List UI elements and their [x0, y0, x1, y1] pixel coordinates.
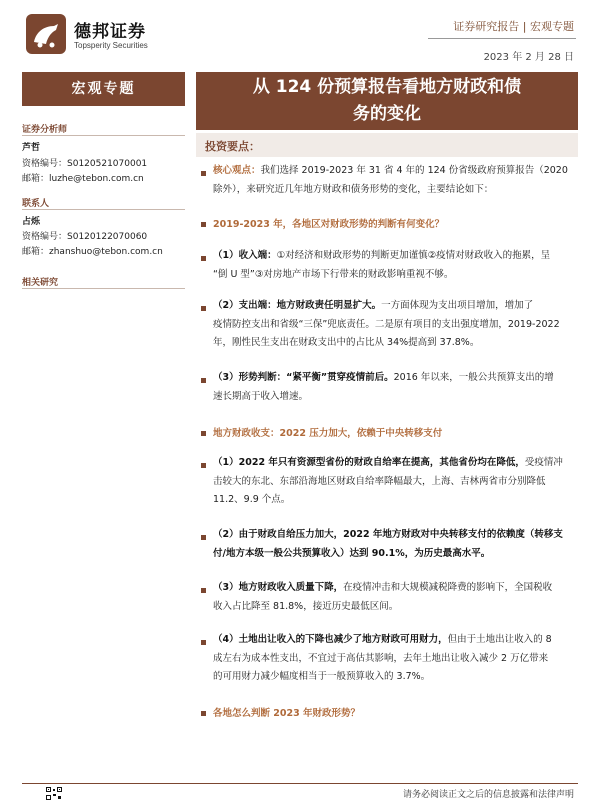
section-heading-2: 地方财政收支：2022 压力加大，依赖于中央转移支付	[213, 428, 443, 439]
category-banner: 宏观专题	[22, 72, 185, 106]
divider	[22, 209, 185, 210]
point-transfer-line-2: 付/地方本级一般公共预算收入）达到 90.1%，为历史最高水平。	[213, 547, 491, 559]
key-points-label: 投资要点：	[205, 140, 260, 153]
point-revenue-quality-lead: （3）地方财政收入质量下降，	[213, 582, 344, 593]
brand-name: 德邦证券	[74, 22, 146, 42]
point-land-revenue-lead: （4）土地出让收入的下降也减少了地方财政可用财力，	[213, 634, 448, 645]
core-text-2: 除外），来研究近几年地方财政和债务形势的变化，主要结论如下：	[213, 183, 494, 195]
bullet-icon	[201, 588, 206, 593]
point-situation-line-1: 2016 年以来，一般公共预算支出的增	[393, 372, 554, 383]
point-land-revenue-line-3: 的可用财力减少幅度相当于一般预算收入的 3.7%。	[213, 671, 431, 682]
title-line-1: 从 124 份预算报告看地方财政和债	[252, 77, 522, 97]
bullet-icon	[201, 222, 206, 227]
point-expenditure-line-2: 疫情防控支出和省级“三保”兜底责任。二是原有项目的支出强度增加，2019-2022	[213, 318, 560, 330]
point-self-sufficiency	[213, 454, 576, 510]
divider	[22, 135, 185, 136]
point-land-revenue-line-1: 但由于土地出让收入的 8	[447, 634, 552, 645]
title-line-2: 务的变化	[353, 104, 421, 124]
core-lead: 核心观点：	[213, 165, 261, 176]
point-self-sufficiency-line-2: 击较大的东北、东部沿海地区财政自给率降幅最大，上海、吉林两省市分别降低	[213, 475, 546, 487]
related-research-heading: 相关研究	[22, 278, 59, 288]
bullet-icon	[201, 378, 206, 383]
point-self-sufficiency-line-3: 11.2、9.9 个点。	[213, 494, 291, 505]
point-expenditure-lead: （2）支出端：地方财政责任明显扩大。	[213, 300, 382, 311]
contact-cert: 资格编号：S0120122070060	[22, 232, 148, 242]
contact-heading: 联系人	[22, 199, 50, 209]
contact-name: 占烁	[22, 217, 41, 227]
point-situation-line-2: 速长期高于收入增速。	[213, 390, 309, 402]
brand-english-name: Topsperity Securities	[74, 41, 148, 50]
point-income	[213, 247, 576, 284]
brand-logo-icon	[26, 14, 66, 54]
bullet-icon	[201, 711, 206, 716]
point-transfer-dependence	[213, 526, 576, 563]
report-type: 证券研究报告 | 宏观专题	[453, 20, 574, 33]
point-land-revenue	[213, 631, 576, 687]
report-title	[196, 74, 578, 128]
contact-email[interactable]: 邮箱：zhanshuo@tebon.com.cn	[22, 247, 163, 257]
footer-divider	[22, 783, 578, 784]
qr-code-icon	[46, 787, 62, 800]
bullet-icon	[201, 306, 206, 311]
point-land-revenue-line-2: 成左右为成本性支出，不宜过于高估其影响，去年土地出让收入减少 2 万亿带来	[213, 652, 549, 664]
point-revenue-quality	[213, 579, 576, 616]
point-expenditure-line-3: 年，刚性民生支出在财政支出中的占比从 34%提高到 37.8%。	[213, 337, 480, 348]
report-date: 2023 年 2 月 28 日	[483, 52, 574, 63]
analyst-email[interactable]: 邮箱：luzhe@tebon.com.cn	[22, 174, 144, 184]
point-self-sufficiency-line-1: 受疫情冲	[524, 457, 563, 468]
point-self-sufficiency-lead: （1）2022 年只有资源型省份的财政自给率在提高，其他省份均在降低，	[213, 457, 525, 468]
section-heading-3: 各地怎么判断 2023 年财政形势？	[213, 708, 361, 719]
core-view	[213, 162, 576, 199]
section-heading-1: 2019-2023 年，各地区对财政形势的判断有何变化？	[213, 219, 445, 230]
analyst-name: 芦哲	[22, 143, 41, 153]
analyst-heading: 证券分析师	[22, 125, 68, 135]
header-divider	[428, 38, 576, 39]
point-situation	[213, 369, 576, 406]
point-income-line-1: ①对经济和财政形势的判断更加谨慎②疫情对财政收入的拖累，呈	[276, 250, 551, 261]
point-income-lead: （1）收入端：	[213, 250, 277, 261]
point-expenditure-line-1: 一方面体现为支出项目增加，增加了	[381, 300, 534, 311]
analyst-cert: 资格编号：S0120521070001	[22, 159, 148, 169]
bullet-icon	[201, 256, 206, 261]
bullet-icon	[201, 431, 206, 436]
bullet-icon	[201, 171, 206, 176]
bullet-icon	[201, 535, 206, 540]
core-text-1: 我们选择 2019-2023 年 31 省 4 年的 124 份省级政府预算报告（2020	[260, 165, 568, 176]
bullet-icon	[201, 463, 206, 468]
point-expenditure	[213, 297, 576, 353]
footer-disclaimer: 请务必阅读正文之后的信息披露和法律声明	[402, 790, 574, 800]
point-situation-lead: （3）形势判断：“紧平衡”贯穿疫情前后。	[213, 372, 394, 383]
point-revenue-quality-line-2: 收入占比降至 81.8%，接近历史最低区间。	[213, 600, 399, 612]
bullet-icon	[201, 640, 206, 645]
divider	[22, 288, 185, 289]
point-revenue-quality-line-1: 在疫情冲击和大规模减税降费的影响下，全国税收	[343, 582, 553, 593]
point-transfer-line-1: （2）由于财政自给压力加大，2022 年地方财政对中央转移支付的依赖度（转移支	[213, 529, 563, 540]
point-income-line-2: “倒 U 型”③对房地产市场下行带来的财政影响重视不够。	[213, 268, 454, 280]
